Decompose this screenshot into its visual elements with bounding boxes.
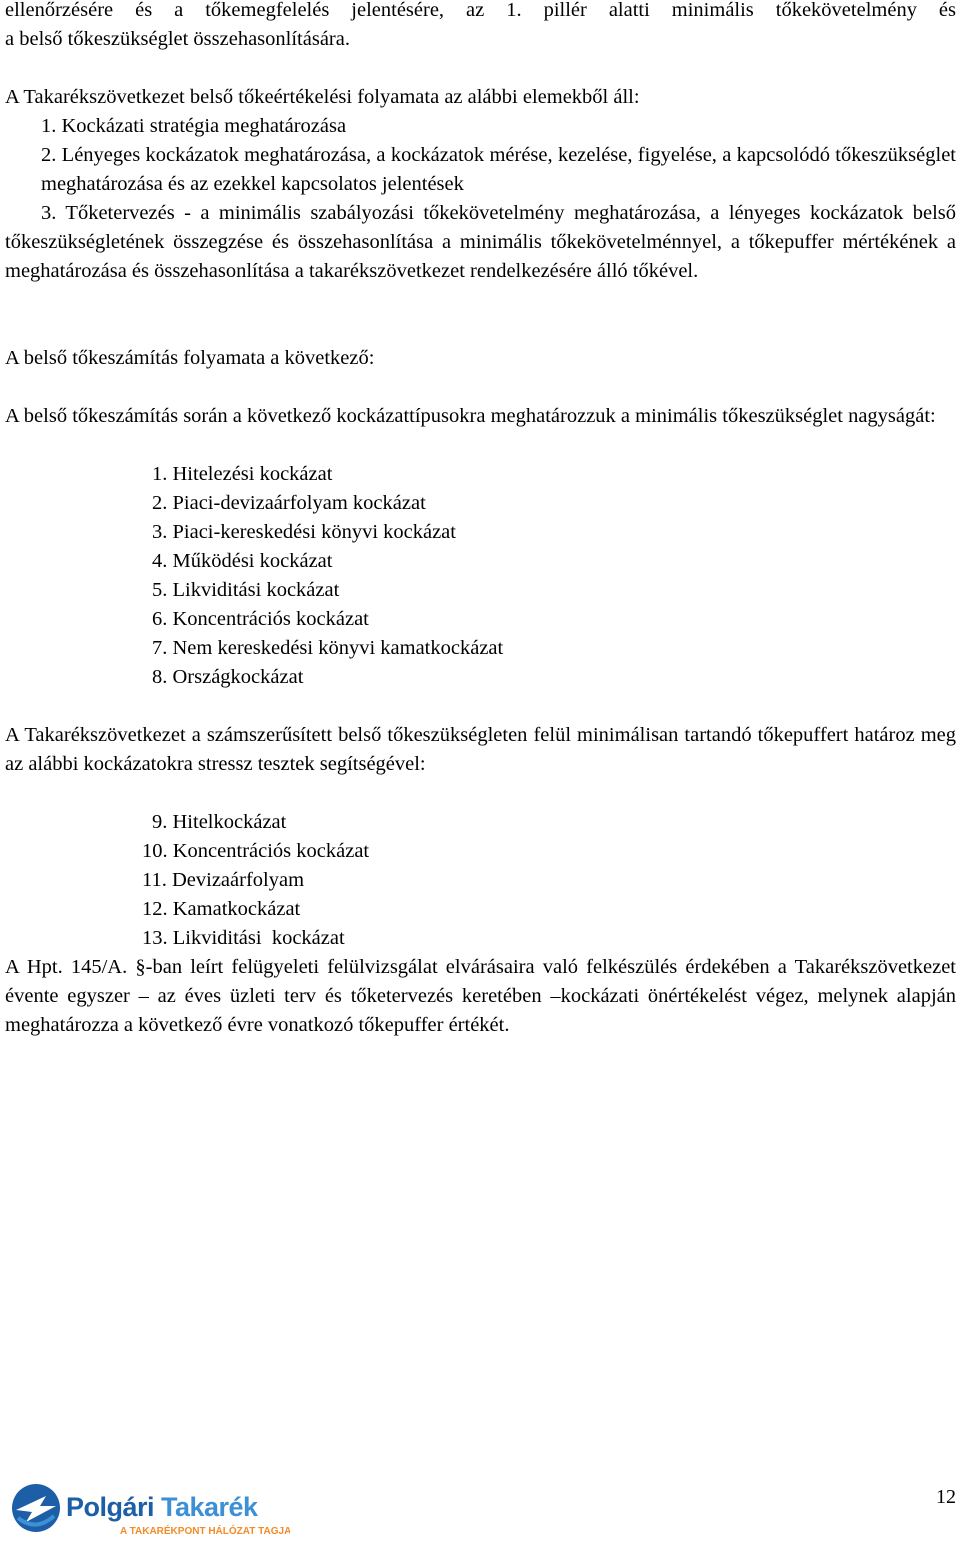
calc-heading: A belső tőkeszámítás folyamata a következő: xyxy=(5,347,375,369)
intro-line-2: a belső tőkeszükséglet összehasonlítására. xyxy=(5,28,350,50)
process-heading: A Takarékszövetkezet belső tőkeértékelési folyamata az alábbi elemekből áll: xyxy=(5,86,640,108)
stress-item-11: 11. Devizaárfolyam xyxy=(142,869,305,891)
risk-item-1: 1. Hitelezési kockázat xyxy=(152,463,333,485)
page-number: 12 xyxy=(936,1486,956,1508)
risk-item-7: 7. Nem kereskedési könyvi kamatkockázat xyxy=(152,637,504,659)
risk-item-6: 6. Koncentrációs kockázat xyxy=(152,608,369,630)
stress-intro: A Takarékszövetkezet a számszerűsített belső tőkeszükségleten felül minimálisan tartandó tőkepuffert határoz meg az alábbi kockázatokra stressz tesztek segítségével: xyxy=(5,724,956,775)
svg-text:A TAKARÉKPONT HÁLÓZAT TAGJA: A TAKARÉKPONT HÁLÓZAT TAGJA xyxy=(120,1526,290,1537)
risk-item-4: 4. Működési kockázat xyxy=(152,550,333,572)
stress-item-9: 9. Hitelkockázat xyxy=(152,811,287,833)
risk-item-8: 8. Országkockázat xyxy=(152,666,304,688)
risk-item-5: 5. Likviditási kockázat xyxy=(152,579,340,601)
polgari-takarek-logo xyxy=(10,1482,290,1542)
stress-item-13: 13. Likviditási kockázat xyxy=(142,927,345,949)
process-item-3: 3. Tőketervezés - a minimális szabályozási tőkekövetelmény meghatározása, a lényeges kockázatok belső tőkeszükségletének összegzése és összehasonlítása a minimális tőkekövetelménnyel, a tőkepuffer mértékének a meghatározása és összehasonlítása a takarékszövetkezet rendelkezésére álló tőkével. xyxy=(5,202,956,282)
process-item-2: 2. Lényeges kockázatok meghatározása, a kockázatok mérése, kezelése, figyelése, a kapcsolódó tőkeszükséglet meghatározása és az ezekkel kapcsolatos jelentések xyxy=(41,144,956,195)
closing-paragraph: A Hpt. 145/A. §-ban leírt felügyeleti felülvizsgálat elvárásaira való felkészülés érdekében a Takarékszövetkezet évente egyszer – az éves üzleti terv és tőketervezés keretében –kockázati önértékelést végez, melynek alapján meghatározza a következő évre vonatkozó tőkepuffer értékét. xyxy=(5,956,956,1036)
risk-item-2: 2. Piaci-devizaárfolyam kockázat xyxy=(152,492,426,514)
svg-text:Takarék: Takarék xyxy=(161,1492,258,1522)
intro-line-1: ellenőrzésére és a tőkemegfelelés jelentésére, az 1. pillér alatti minimális tőkekövetelmény és xyxy=(5,0,956,21)
svg-text:Polgári: Polgári xyxy=(66,1492,155,1522)
logo-graphic xyxy=(10,1482,290,1542)
stress-item-10: 10. Koncentrációs kockázat xyxy=(142,840,370,862)
stress-item-12: 12. Kamatkockázat xyxy=(142,898,301,920)
risk-item-3: 3. Piaci-kereskedési könyvi kockázat xyxy=(152,521,456,543)
process-item-1: 1. Kockázati stratégia meghatározása xyxy=(41,115,347,137)
calc-intro: A belső tőkeszámítás során a következő kockázattípusokra meghatározzuk a minimális tőkeszükséglet nagyságát: xyxy=(5,405,936,427)
